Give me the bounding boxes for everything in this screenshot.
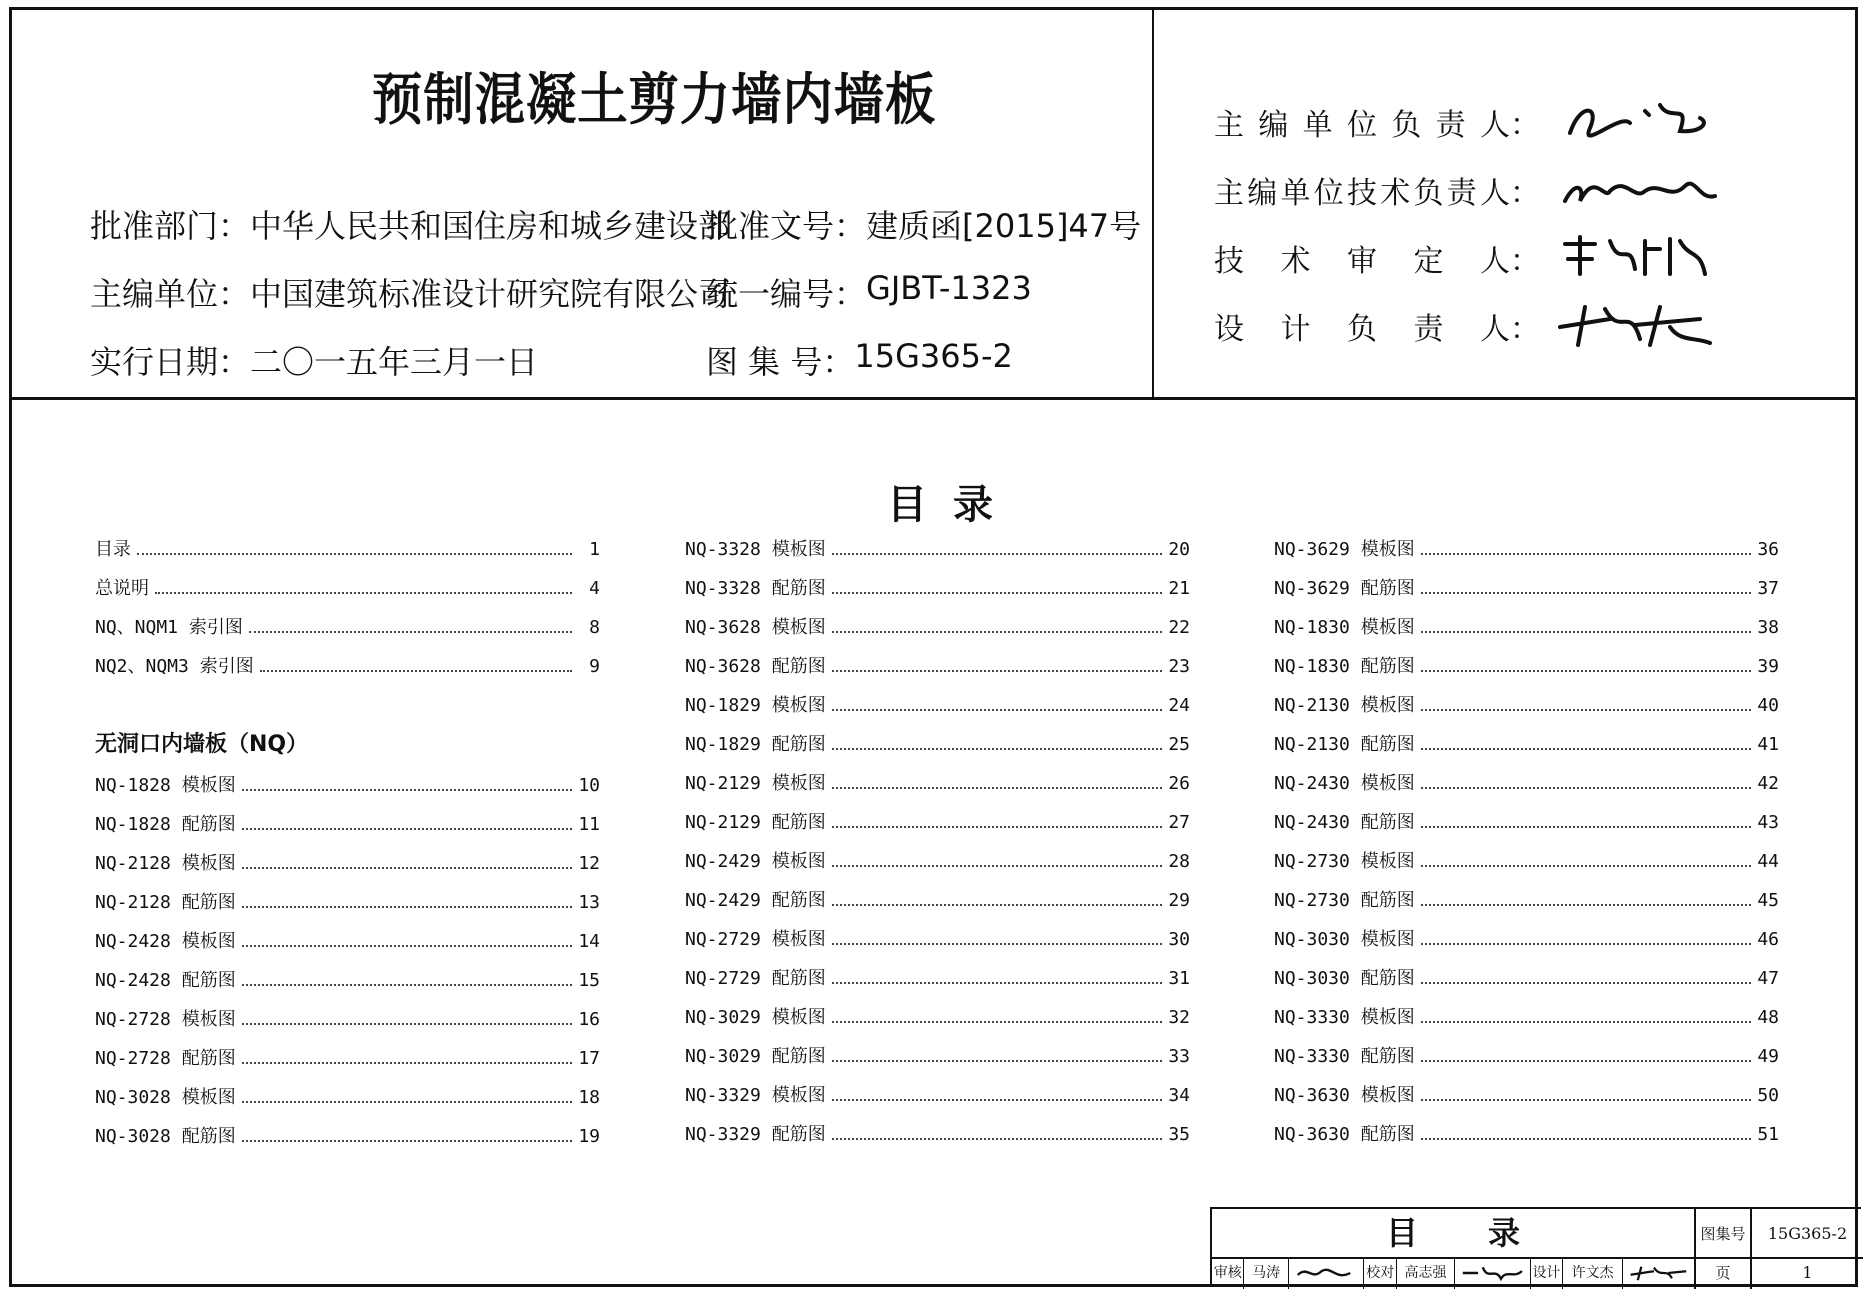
toc-entry-label: NQ-2129 配筋图	[685, 812, 826, 833]
toc-entry-label: NQ-2428 配筋图	[95, 970, 236, 991]
review-label: 审核	[1212, 1259, 1244, 1289]
toc-entry-label: NQ-3030 模板图	[1274, 929, 1415, 950]
toc-entry	[1274, 959, 1779, 998]
responsible-row: 技术审定人 ：	[1214, 224, 1720, 292]
responsible-row: 主编单位技术负责人 ：	[1214, 156, 1720, 224]
approval-dept-value: 中华人民共和国住房和城乡建设部	[250, 207, 731, 245]
toc-entry-label: NQ-2130 模板图	[1274, 695, 1415, 716]
design-label: 设计	[1531, 1259, 1563, 1289]
toc-entry	[685, 608, 1190, 647]
toc-entry-page: 13	[578, 892, 600, 913]
toc-entry-label: NQ-3029 模板图	[685, 1007, 826, 1028]
dot-leader	[242, 1101, 572, 1103]
toc-entry-label: NQ-1830 模板图	[1274, 617, 1415, 638]
toc-entry	[1274, 764, 1779, 803]
dot-leader	[137, 553, 572, 555]
dot-leader	[1421, 982, 1751, 984]
dot-leader	[1421, 943, 1751, 945]
toc-entry-label: NQ-2130 配筋图	[1274, 734, 1415, 755]
toc-entry-page: 39	[1757, 656, 1779, 677]
dot-leader	[1421, 670, 1751, 672]
toc-entry	[1274, 881, 1779, 920]
toc-entry-label: NQ-2728 模板图	[95, 1009, 236, 1030]
toc-entry	[685, 803, 1190, 842]
info-row	[90, 258, 1126, 326]
dot-leader	[1421, 1099, 1751, 1101]
toc-entry-page: 21	[1168, 578, 1190, 599]
toc-entry-page: 26	[1168, 773, 1190, 794]
toc-entry	[685, 881, 1190, 920]
toc-col2	[685, 530, 1190, 1154]
toc-entry	[95, 766, 600, 805]
toc-entry-page: 38	[1757, 617, 1779, 638]
toc-entry-label: NQ-2730 配筋图	[1274, 890, 1415, 911]
toc-entry-page: 12	[578, 853, 600, 874]
dot-leader	[832, 1099, 1162, 1101]
toc-entry-label: NQ、NQM1 索引图	[95, 617, 243, 638]
toc-entry	[685, 842, 1190, 881]
toc-entry-page: 45	[1757, 890, 1779, 911]
toc-entry	[95, 1117, 600, 1156]
toc-entry-label: NQ-2428 模板图	[95, 931, 236, 952]
toc-section-heading: 无洞口内墙板（NQ）	[95, 732, 309, 757]
toc-entry-page: 1	[589, 539, 600, 560]
responsible-row: 主编单位负责人 ：	[1214, 88, 1720, 156]
dot-leader	[832, 943, 1162, 945]
toc-entry	[685, 725, 1190, 764]
toc-entry	[95, 844, 600, 883]
atlas-no-value: 15G365-2	[854, 337, 1013, 375]
handwritten-signature	[1550, 297, 1720, 355]
dot-leader	[1421, 865, 1751, 867]
toc-entry-label: NQ-2128 模板图	[95, 853, 236, 874]
toc-entry-page: 42	[1757, 773, 1779, 794]
approval-doc-value: 建质函[2015]47号	[866, 207, 1142, 245]
toc-entry-label: NQ-1830 配筋图	[1274, 656, 1415, 677]
toc-entry	[95, 961, 600, 1000]
toc-entry-page: 28	[1168, 851, 1190, 872]
toc-entry-label: NQ-3628 模板图	[685, 617, 826, 638]
toc-entry-label: NQ-3630 配筋图	[1274, 1124, 1415, 1145]
dot-leader	[1421, 748, 1751, 750]
toc-entry-label: NQ-3330 模板图	[1274, 1007, 1415, 1028]
dot-leader	[242, 867, 572, 869]
toc-entry	[1274, 647, 1779, 686]
dot-leader	[832, 982, 1162, 984]
toc-entry	[685, 569, 1190, 608]
toc-entry-page: 32	[1168, 1007, 1190, 1028]
toc-entry	[95, 569, 600, 608]
toc-entry	[95, 805, 600, 844]
toc-entry	[1274, 842, 1779, 881]
toc-entry	[1274, 803, 1779, 842]
toc-entry-label: NQ-2729 配筋图	[685, 968, 826, 989]
toc-entry	[1274, 1037, 1779, 1076]
dot-leader	[1421, 1060, 1751, 1062]
toc-entry-label: NQ-2430 配筋图	[1274, 812, 1415, 833]
toc-entry	[1274, 686, 1779, 725]
toc-entry	[95, 608, 600, 647]
toc-entry-label: NQ-3028 配筋图	[95, 1126, 236, 1147]
toc-entry-page: 48	[1757, 1007, 1779, 1028]
toc-entry-page: 4	[589, 578, 600, 599]
toc-entry-page: 35	[1168, 1124, 1190, 1145]
toc-entry-label: NQ-2129 模板图	[685, 773, 826, 794]
toc-entry-label: NQ-3328 模板图	[685, 539, 826, 560]
toc-entry	[95, 530, 600, 569]
toc-entry-label: NQ-2728 配筋图	[95, 1048, 236, 1069]
editor-unit-label: 主编单位：	[90, 275, 251, 313]
dot-leader	[242, 906, 572, 908]
toc-entry-page: 17	[578, 1048, 600, 1069]
dot-leader	[832, 748, 1162, 750]
dot-leader	[242, 789, 572, 791]
cover-header	[12, 10, 1855, 400]
toc-entry-page: 8	[589, 617, 600, 638]
toc-entry	[685, 686, 1190, 725]
dot-leader	[832, 553, 1162, 555]
toc-entry-page: 14	[578, 931, 600, 952]
atlas-title: 预制混凝土剪力墙内墙板	[372, 68, 937, 133]
toc-entry	[685, 920, 1190, 959]
dot-leader	[1421, 904, 1751, 906]
approval-doc-label: 批准文号：	[706, 207, 867, 245]
toc-entry-page: 9	[589, 656, 600, 677]
toc-entry-label: NQ-3028 模板图	[95, 1087, 236, 1108]
dot-leader	[242, 828, 572, 830]
toc-entry-page: 22	[1168, 617, 1190, 638]
toc-entry-label: NQ-3628 配筋图	[685, 656, 826, 677]
dot-leader	[1421, 592, 1751, 594]
toc-entry-label: NQ-1828 配筋图	[95, 814, 236, 835]
toc-entry-label: NQ-1829 模板图	[685, 695, 826, 716]
toc-entry-label: NQ-3330 配筋图	[1274, 1046, 1415, 1067]
dot-leader	[1421, 631, 1751, 633]
toc-entry	[95, 922, 600, 961]
dot-leader	[832, 1060, 1162, 1062]
dot-leader	[832, 787, 1162, 789]
toc-entry	[685, 647, 1190, 686]
header-divider	[1152, 10, 1154, 397]
toc-entry-label: NQ-3329 配筋图	[685, 1124, 826, 1145]
toc-entry-label: NQ-2730 模板图	[1274, 851, 1415, 872]
toc-entry	[1274, 530, 1779, 569]
dot-leader	[832, 592, 1162, 594]
toc-entry-page: 11	[578, 814, 600, 835]
dot-leader	[260, 670, 572, 672]
toc-col1-b	[95, 766, 600, 1156]
responsible-persons	[1214, 88, 1720, 360]
toc-entry-label: NQ-2429 模板图	[685, 851, 826, 872]
toc-entry-label: NQ-3030 配筋图	[1274, 968, 1415, 989]
dot-leader	[242, 984, 572, 986]
dot-leader	[242, 945, 572, 947]
design-signature	[1623, 1259, 1694, 1289]
effective-date-label: 实行日期：	[90, 343, 251, 381]
toc-entry-label: NQ-2729 模板图	[685, 929, 826, 950]
handwritten-signature	[1550, 229, 1720, 287]
toc-entry	[1274, 569, 1779, 608]
toc-entry-label: NQ-2429 配筋图	[685, 890, 826, 911]
toc-entry-page: 25	[1168, 734, 1190, 755]
check-name: 高志强	[1397, 1259, 1455, 1289]
toc-entry-label: NQ-2128 配筋图	[95, 892, 236, 913]
toc-entry-page: 36	[1757, 539, 1779, 560]
toc-entry-page: 46	[1757, 929, 1779, 950]
title-block-signoff	[1212, 1259, 1696, 1289]
toc-entry-label: NQ-1829 配筋图	[685, 734, 826, 755]
toc-entry-page: 16	[578, 1009, 600, 1030]
title-block-title: 目录	[1212, 1209, 1696, 1259]
effective-date-value: 二〇一五年三月一日	[250, 343, 539, 381]
toc-entry-label: NQ-2430 模板图	[1274, 773, 1415, 794]
dot-leader	[1421, 1021, 1751, 1023]
dot-leader	[832, 631, 1162, 633]
toc-col1-a	[95, 530, 600, 686]
toc-column-3	[1274, 530, 1779, 1154]
review-name: 马涛	[1244, 1259, 1288, 1289]
responsible-row: 设计负责人 ：	[1214, 292, 1720, 360]
toc-entry	[1274, 998, 1779, 1037]
toc-entry-label: NQ-3629 配筋图	[1274, 578, 1415, 599]
toc-entry-label: 目录	[95, 539, 131, 560]
dot-leader	[1421, 826, 1751, 828]
toc-entry-page: 44	[1757, 851, 1779, 872]
toc-title: 目录	[887, 482, 1019, 528]
toc-entry-page: 50	[1757, 1085, 1779, 1106]
unified-no-label: 统一编号：	[706, 275, 867, 313]
toc-entry-label: NQ-3328 配筋图	[685, 578, 826, 599]
page-number: 1	[1802, 1263, 1813, 1282]
toc-entry	[685, 1037, 1190, 1076]
toc-entry	[1274, 608, 1779, 647]
dot-leader	[832, 904, 1162, 906]
atlas-no: 15G365-2	[1752, 1209, 1863, 1259]
toc-entry	[95, 1078, 600, 1117]
dot-leader	[242, 1140, 572, 1142]
toc-entry-page: 43	[1757, 812, 1779, 833]
toc-entry-page: 30	[1168, 929, 1190, 950]
toc-entry	[685, 764, 1190, 803]
approval-dept-label: 批准部门：	[90, 207, 251, 245]
toc-entry	[685, 1115, 1190, 1154]
dot-leader	[832, 1138, 1162, 1140]
responsible-role: 主编单位技术负责人	[1214, 176, 1510, 211]
toc-column-1	[95, 530, 600, 1156]
responsible-role: 技术审定人	[1214, 244, 1510, 279]
dot-leader	[832, 670, 1162, 672]
toc-entry	[1274, 920, 1779, 959]
toc-entry-page: 15	[578, 970, 600, 991]
check-signature	[1455, 1259, 1531, 1289]
toc-entry-page: 23	[1168, 656, 1190, 677]
dot-leader	[832, 709, 1162, 711]
toc-entry-label: NQ2、NQM3 索引图	[95, 656, 254, 677]
toc-entry-page: 33	[1168, 1046, 1190, 1067]
toc-entry-page: 24	[1168, 695, 1190, 716]
atlas-no-key: 图集号	[1696, 1209, 1752, 1259]
responsible-role: 主编单位负责人	[1214, 108, 1510, 143]
toc-entry-page: 18	[578, 1087, 600, 1108]
toc-entry-page: 31	[1168, 968, 1190, 989]
toc-entry-label: NQ-1828 模板图	[95, 775, 236, 796]
toc-entry-label: 总说明	[95, 578, 149, 599]
toc-entry	[1274, 1115, 1779, 1154]
toc-entry	[685, 530, 1190, 569]
toc-col3	[1274, 530, 1779, 1154]
toc-entry	[685, 1076, 1190, 1115]
toc-entry-page: 20	[1168, 539, 1190, 560]
toc-entry-label: NQ-3029 配筋图	[685, 1046, 826, 1067]
approval-info	[90, 190, 1142, 394]
atlas-no-label: 图 集 号：	[706, 343, 855, 381]
toc-entry-page: 40	[1757, 695, 1779, 716]
page-key: 页	[1696, 1259, 1752, 1289]
toc-entry-page: 27	[1168, 812, 1190, 833]
check-label: 校对	[1364, 1259, 1396, 1289]
toc-entry-label: NQ-3629 模板图	[1274, 539, 1415, 560]
dot-leader	[242, 1062, 572, 1064]
toc-entry	[1274, 725, 1779, 764]
toc-entry	[95, 1000, 600, 1039]
dot-leader	[832, 865, 1162, 867]
toc-entry-page: 41	[1757, 734, 1779, 755]
dot-leader	[155, 592, 572, 594]
toc-entry-label: NQ-3329 模板图	[685, 1085, 826, 1106]
toc-entry-page: 47	[1757, 968, 1779, 989]
info-row	[90, 326, 1126, 394]
dot-leader	[242, 1023, 572, 1025]
dot-leader	[832, 1021, 1162, 1023]
toc-entry-page: 49	[1757, 1046, 1779, 1067]
dot-leader	[1421, 1138, 1751, 1140]
handwritten-signature	[1550, 93, 1720, 151]
toc-entry	[685, 959, 1190, 998]
toc-entry	[95, 883, 600, 922]
dot-leader	[249, 631, 572, 633]
dot-leader	[1421, 787, 1751, 789]
toc-entry-page: 37	[1757, 578, 1779, 599]
editor-unit-value: 中国建筑标准设计研究院有限公司	[250, 275, 731, 313]
dot-leader	[1421, 553, 1751, 555]
responsible-role: 设计负责人	[1214, 312, 1510, 347]
toc-entry	[1274, 1076, 1779, 1115]
toc-entry-label: NQ-3630 模板图	[1274, 1085, 1415, 1106]
handwritten-signature	[1550, 161, 1720, 219]
toc-column-2	[685, 530, 1190, 1154]
toc-entry-page: 19	[578, 1126, 600, 1147]
toc-entry-page: 29	[1168, 890, 1190, 911]
review-signature	[1289, 1259, 1365, 1289]
toc-entry	[95, 647, 600, 686]
toc-entry	[685, 998, 1190, 1037]
title-block	[1210, 1207, 1861, 1287]
info-row	[90, 190, 1142, 258]
toc-entry	[95, 1039, 600, 1078]
unified-no-value: GJBT-1323	[866, 269, 1032, 307]
toc-entry-page: 51	[1757, 1124, 1779, 1145]
toc-entry-page: 10	[578, 775, 600, 796]
toc-entry-page: 34	[1168, 1085, 1190, 1106]
dot-leader	[832, 826, 1162, 828]
design-name: 许文杰	[1563, 1259, 1623, 1289]
dot-leader	[1421, 709, 1751, 711]
drawing-frame	[9, 7, 1858, 1287]
